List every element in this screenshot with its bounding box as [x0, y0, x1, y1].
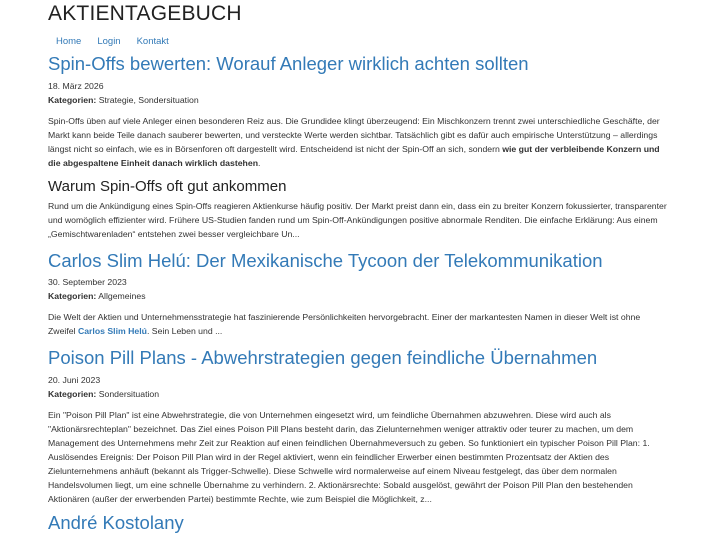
nav-home-link[interactable]: Home: [56, 36, 82, 47]
excerpt-text-end: .: [258, 158, 261, 168]
excerpt-bold-text: wie gut der verbleibende Konzern und die abgespaltene Einheit danach wirklich dastehen: [48, 144, 660, 168]
excerpt-text-end: . Sein Leben und ...: [146, 326, 223, 336]
post-categories: [48, 387, 159, 401]
site-title: AKTIENTAGEBUCH: [48, 2, 242, 25]
post-excerpt: Ein "Poison Pill Plan" ist eine Abwehrstrategie, die von Unternehmen eingesetzt wird, um feindliche Übernahmen abzuwehren. Diese wird auch als "Aktionärsrechteplan" bezeichnet. Das Ziel eines Poison Pill Plans besteht darin, das Zielunternehmen weniger attraktiv oder teurer zu machen, um dem Management des Unternehmens mehr Zeit zur Reaktion auf einen feindlichen Übernahmeversuch zu geben. So funktioniert ein typischer Poison Pill Plan: 1. Auslösendes Ereignis: Der Poison Pill Plan wird in der Regel aktiviert, wenn ein feindlicher Erwerber einen bestimmten Prozentsatz der Aktien des Zielunternehmens anhäuft (bekannt als Trigger-Schwelle). Diese Schwelle wird normalerweise auf einem Niveau festgelegt, das über dem normalen Handelsvolumen liegt, um eine schnelle Übernahme zu verhindern. 2. Aktionärsrechte: Sobald ausgelöst, gewährt der Poison Pill Plan den bestehenden Aktionären (außer der erwerbenden Partei) bestimmte Rechte, wie zum Beispiel die Möglichkeit, z...: [48, 410, 650, 504]
post-subheading: Warum Spin-Offs oft gut ankommen: [48, 178, 287, 195]
category-links[interactable]: Allgemeines: [98, 291, 146, 301]
categories-label: Kategorien:: [48, 95, 97, 105]
nav-contact-link[interactable]: Kontakt: [136, 36, 169, 47]
post-title-link[interactable]: Spin-Offs bewerten: Worauf Anleger wirklich achten sollten: [48, 53, 529, 74]
post-categories: [48, 93, 199, 107]
post-title-link[interactable]: Poison Pill Plans - Abwehrstrategien gegen feindliche Übernahmen: [48, 347, 598, 368]
category-links[interactable]: Strategie, Sondersituation: [98, 95, 199, 105]
inline-person-link[interactable]: Carlos Slim Helú: [77, 326, 147, 336]
post-meta: [48, 275, 146, 303]
post-title-link[interactable]: André Kostolany: [48, 512, 184, 533]
excerpt-text: Die Welt der Aktien und Unternehmensstrategie hat faszinierende Persönlichkeiten hervorgebracht. Einer der markantesten Namen in dieser Welt ist ohne Zweifel: [48, 312, 641, 336]
categories-label: Kategorien:: [48, 389, 97, 399]
main-nav: [48, 36, 177, 47]
post-categories: [48, 289, 146, 303]
post-meta: [48, 79, 199, 107]
category-links[interactable]: Sondersituation: [98, 389, 160, 399]
post-meta: [48, 373, 159, 401]
post-title-link[interactable]: Carlos Slim Helú: Der Mexikanische Tycoon der Telekommunikation: [48, 250, 603, 271]
post-date: 18. März 2026: [48, 81, 104, 91]
excerpt-text: Spin-Offs üben auf viele Anleger einen besonderen Reiz aus. Die Grundidee klingt überzeugend: Ein Mischkonzern trennt zwei unterschiedliche Geschäfte, der Markt kann beide Teile danach sauberer bewerten, und versteckte Werte werden sichtbar. Tatsächlich gibt es dafür auch empirische Unterstützung – allerdings längst nicht so einfach, wie es in Börsenforen oft dargestellt wird. Entscheidend ist nicht der Spin-Off an sich, sondern: [48, 116, 660, 154]
nav-login-link[interactable]: Login: [97, 36, 121, 47]
categories-label: Kategorien:: [48, 291, 97, 301]
post-date: 30. September 2023: [48, 277, 127, 287]
post-excerpt: [48, 114, 668, 170]
post-excerpt: [48, 310, 668, 338]
post-excerpt-2: Rund um die Ankündigung eines Spin-Offs reagieren Aktienkurse häufig positiv. Der Markt preist dann ein, dass ein zu breiter Konzern fokussierter, transparenter und womöglich effizienter wird. Frühere US-Studien fanden rund um Spin-Off-Ankündigungen positive abnormale Renditen. Die einfache Erklärung: Aus einem „Gemischtwarenladen“ entstehen zwei besser vergleichbare Un...: [48, 201, 667, 239]
post-date: 20. Juni 2023: [48, 375, 101, 385]
